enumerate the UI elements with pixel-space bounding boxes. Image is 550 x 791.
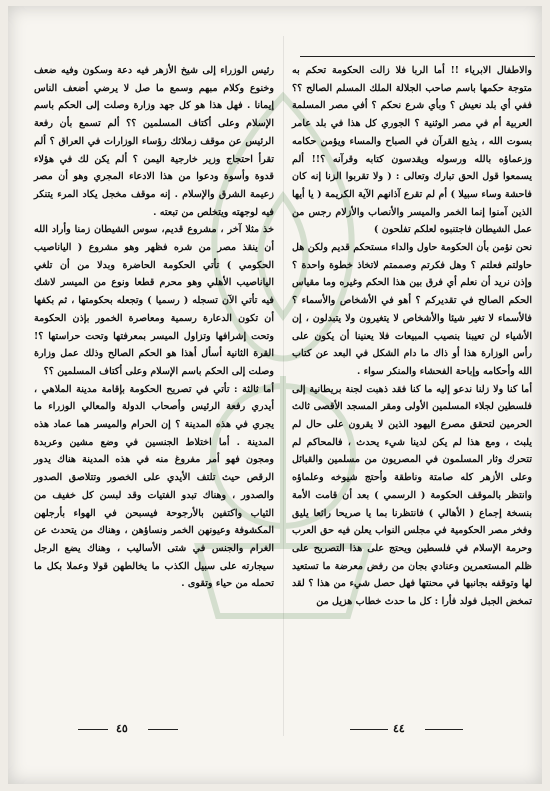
page-number-left: ٤٥ bbox=[116, 722, 128, 735]
footer-rule-left-b bbox=[148, 729, 178, 730]
right-paragraph-1: والاطفال الابرياء !! أما الربا فلا زالت الحكومة تحكم به متوجة حكمها باسم صاحب الجلالة الملك المسلم الصالح ؟؟ ففي أي بلد نعيش ؟ وبأي شرع نحكم ؟ أفي مصر المسلمة العربية أم في مصر الوثنية ؟ الجوري كل هذا في بلد عامر بسوت الله ، يذيع القرآن في الصباح والمساء ويؤمن حكامه وزعماؤه بالله ورسوله ويقدسون كتابه وقرآنه ؟!! ألم يسمعوا قول الحق تبارك وتعالى : ( ولا تقربوا الزنا إنه كان فاحشة وساء سبيلا ) أم لم تقرع آذانهم الآية الكريمة ( يا أيها الذين آمنوا إنما الخمر والميسر والأنصاب والأزلام رجس من عمل الشيطان فاجتنبوه لعلكم تفلحون ) bbox=[292, 65, 532, 236]
right-paragraph-2: نحن نؤمن بأن الحكومة حاول والداء مستحكم قديم ولكن هل حاولتم فعلتم ؟ وهل فكرتم وصممتم لاتخاذ خطوة واحدة ؟ وإذن نريد أن نعلم أي فرق بين هذا الحكم وغيره وما مقياس الحكم الصالح في تقديركم ؟ أهو في الأشخاص والأسماء ؟ فالأسماء لا تغير شيئا والأشخاص لا يتغيرون ولا يتبدلون ، إن الأشياء لن تعيبنا بنصيب المبيعات فلا يعنينا أن يكون على رأس الوزارة هذا أو ذاك ما دام الشكل في البعد عن كتاب الله وأحكامه وإباحة الفحشاء والمنكر سواء . bbox=[292, 242, 532, 377]
page-number-right: ٤٤ bbox=[393, 722, 405, 735]
right-column bbox=[292, 62, 532, 611]
right-paragraph-3: أما كنا ولا زلنا ندعو إليه ما كنا فقد ذهبت لجنة بريطانية إلى فلسطين لجلاء المسلمين الأولى ومقر المسجد الأقصى ثالث الحرمين لتحقق مصرع اليهود الذين لا يقرون على حال لم يلبث ، ومع هذا لم يكن لدينا شيء يحدث ، فالمحاكم لم تتحرك وثار المسلمون في المصريون من مسلمين والقبائل وعلى الأزهر كله صامتة وناطقة وأحتج شيوخه وعلماؤه وانتظر بالموقف الحكومة ( الرسمي ) بعد أن قامت الأمة بنسخة إجماع ( الأهالي ) فانتظرنا بما يا صريحا رائعا يليق وفخر مصر الحكومية في مجلس النواب يعلن فيه حق العرب وحرمة الإسلام في فلسطين ويحتج على هذا التصريح على ظلم المستعمرين وعنادي بجان من رفض معرضة ما تستعيد لها وتوقفه بجانبها في محنتها فهل حصل شيء من هذا ؟ لقد تمخض الجبل فولد فأرا : كل ما حدث خطاب هزيل من bbox=[292, 383, 532, 608]
top-rule bbox=[300, 56, 535, 57]
left-column bbox=[34, 62, 274, 593]
footer-rule-right-b bbox=[425, 729, 463, 730]
left-paragraph-2: خذ مثلا آخر ، مشروع قديم، سوس الشيطان زمنا وأراد الله أن ينقذ مصر من شره فظهر وهو مشروع ( الياناصيب الحكومي ) تأتي الحكومة الحاضرة وبدلا من أن تلغي الياناصيب الأهلي وهو محرم قطعا ونوع من الميسر لاشك فيه تأتي الآن تسجله ( رسميا ) وتجعله بحكومتها ، ثم بكفها أن تكون الدعارة رسمية ومعاصرة الخمور بإذن الحكومة وتحت إشرافها وتزاول الميسر بمعرفتها وتحت حراستها ؟! القرة الثانية أسأل أهذا هو الحكم الصالح وذلك عمل وزارة وصلت إلى الحكم باسم الإسلام وعلى أكتاف المسلمين ؟؟ bbox=[34, 224, 274, 377]
left-paragraph-1: رئيس الوزراء إلى شيخ الأزهر فيه دعة وسكون وفيه ضعف وخنوع وكلام مبهم وسمع ما صل لا يرضي أضعف الناس إيمانا . فهل هذا هو كل جهد وزارة وصلت إلى الحكم باسم الإسلام وعلى أكتاف المسلمين ؟؟ ألم تسمع بأن رفعة الرئيس عن موقف زملائك رؤساء الوزارات في العراق ؟ ألم تقرأ احتجاج وزير خارجية اليمن ؟ ألم يكن لك في هؤلاء قدوة وأسوة ودعوا من هذا الادعاء المجري وهو أن مصر زعيمة الشرق والإسلام . إنه موقف مخجل يكاد المرء يتنكر فيه لوجهته ويتخلص من تبعته . bbox=[34, 65, 274, 218]
footer-rule-left-a bbox=[78, 729, 108, 730]
column-gutter bbox=[283, 36, 284, 736]
footer-rule-right-a bbox=[350, 729, 388, 730]
left-paragraph-3: أما ثالثة : تأتي في تصريح الحكومة بإقامة مدينة الملاهي ، أيدري رفعة الرئيس وأصحاب الدولة والمعالي الوزراء ما يجري في هذه المدينة ؟ إن الحرام والميسر هما عماد هذه المدينة . أما اختلاط الجنسين في وضع مشين وعربدة ومجون فهو أمر مفروغ منه في هذه المدينة هناك يدور الرقص حيث تلتف الأيدي على الخصور وتتلاصق الصدور والصدور ، وهناك تبدو الفتيات وقد لبسن كل خفيف من الثياب واكتفين بالأرجوحة فيسبحن في الهواء بأرجلهن المكشوفة وعيونهن الخمر ونساؤهن ، وهناك من يتحدث عن الغرام والجنس في شتى الأساليب ، وهناك يضع الرجل سيجارته على سبيل الكذب ما يخالطهن قولا وعملا بكل ما تحمله من حياء وتقوى . bbox=[34, 383, 274, 590]
